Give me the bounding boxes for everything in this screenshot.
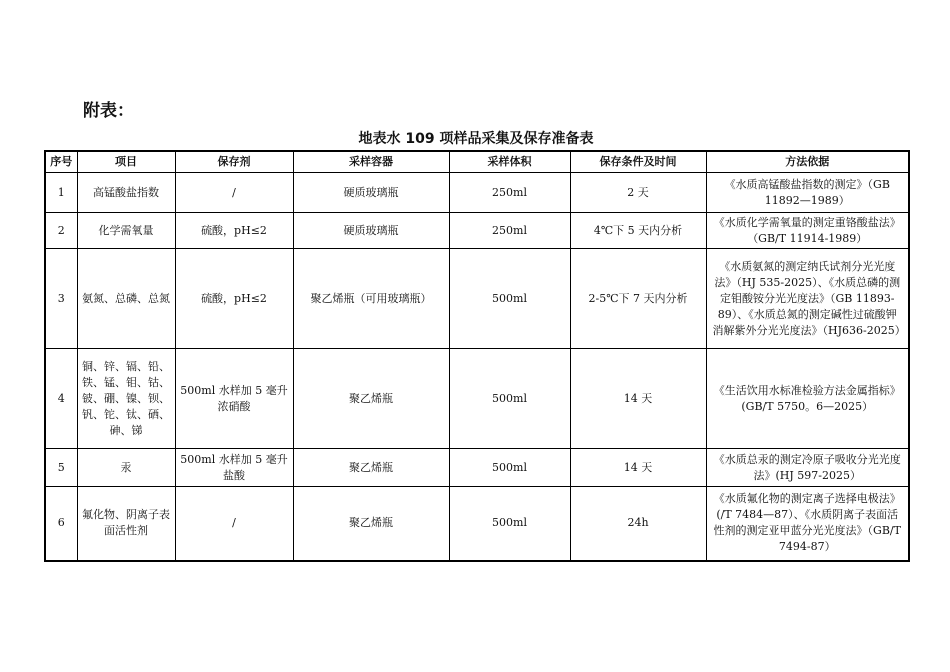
table-row xyxy=(45,349,909,449)
cell-volume: 500ml xyxy=(449,249,570,349)
column-header-condition: 保存条件及时间 xyxy=(570,151,706,173)
cell-condition: 14 天 xyxy=(570,449,706,487)
cell-preservative: 500ml 水样加 5 毫升盐酸 xyxy=(175,449,293,487)
sample-preparation-table xyxy=(44,150,910,562)
cell-method: 《水质化学需氧量的测定重铬酸盐法》（GB/T 11914-1989） xyxy=(706,213,909,249)
column-header-item: 项目 xyxy=(77,151,175,173)
table-header-row xyxy=(45,151,909,173)
cell-method: 《水质总汞的测定冷原子吸收分光光度法》(HJ 597-2025） xyxy=(706,449,909,487)
column-header-container: 采样容器 xyxy=(293,151,449,173)
cell-volume: 500ml xyxy=(449,349,570,449)
table-row xyxy=(45,173,909,213)
cell-method: 《水质氨氮的测定纳氏试剂分光光度法》（HJ 535-2025）、《水质总磷的测定钼酸铵分光光度法》（GB 11893-89）、《水质总氮的测定碱性过硫酸钾消解紫外分光光度法》（HJ636-2025） xyxy=(706,249,909,349)
cell-volume: 500ml xyxy=(449,449,570,487)
cell-no: 4 xyxy=(45,349,77,449)
cell-no: 2 xyxy=(45,213,77,249)
cell-item: 氨氮、总磷、总氮 xyxy=(77,249,175,349)
cell-no: 5 xyxy=(45,449,77,487)
table-row xyxy=(45,487,909,561)
cell-method: 《水质高锰酸盐指数的测定》（GB 11892—1989） xyxy=(706,173,909,213)
cell-container: 硬质玻璃瓶 xyxy=(293,173,449,213)
table-row xyxy=(45,249,909,349)
cell-condition: 2 天 xyxy=(570,173,706,213)
table-row xyxy=(45,213,909,249)
cell-item: 铜、锌、镉、铅、铁、锰、钼、钴、铍、硼、镍、钡、钒、铊、钛、硒、砷、锑 xyxy=(77,349,175,449)
column-header-method: 方法依据 xyxy=(706,151,909,173)
column-header-volume: 采样体积 xyxy=(449,151,570,173)
cell-item: 高锰酸盐指数 xyxy=(77,173,175,213)
column-header-preservative: 保存剂 xyxy=(175,151,293,173)
cell-no: 6 xyxy=(45,487,77,561)
cell-no: 1 xyxy=(45,173,77,213)
column-header-no: 序号 xyxy=(45,151,77,173)
cell-container: 聚乙烯瓶 xyxy=(293,449,449,487)
cell-item: 汞 xyxy=(77,449,175,487)
cell-preservative: 硫酸，pH≤2 xyxy=(175,249,293,349)
cell-container: 聚乙烯瓶 xyxy=(293,487,449,561)
cell-condition: 14 天 xyxy=(570,349,706,449)
cell-method: 《水质氟化物的测定离子选择电极法》(/T 7484—87）、《水质阴离子表面活性剂的测定亚甲蓝分光光度法》（GB/T 7494-87） xyxy=(706,487,909,561)
cell-item: 氟化物、阴离子表面活性剂 xyxy=(77,487,175,561)
cell-condition: 4℃下 5 天内分析 xyxy=(570,213,706,249)
cell-container: 硬质玻璃瓶 xyxy=(293,213,449,249)
attachment-heading: 附表： xyxy=(83,101,134,121)
cell-container: 聚乙烯瓶 xyxy=(293,349,449,449)
table-row xyxy=(45,449,909,487)
cell-method: 《生活饮用水标准检验方法金属指标》(GB/T 5750。6—2025） xyxy=(706,349,909,449)
cell-volume: 500ml xyxy=(449,487,570,561)
cell-no: 3 xyxy=(45,249,77,349)
table-title: 地表水 109 项样品采集及保存准备表 xyxy=(358,131,594,147)
cell-preservative: 硫酸，pH≤2 xyxy=(175,213,293,249)
cell-container: 聚乙烯瓶（可用玻璃瓶） xyxy=(293,249,449,349)
cell-item: 化学需氧量 xyxy=(77,213,175,249)
cell-condition: 2-5℃下 7 天内分析 xyxy=(570,249,706,349)
cell-volume: 250ml xyxy=(449,173,570,213)
cell-preservative: 500ml 水样加 5 毫升浓硝酸 xyxy=(175,349,293,449)
cell-condition: 24h xyxy=(570,487,706,561)
cell-volume: 250ml xyxy=(449,213,570,249)
cell-preservative: / xyxy=(175,487,293,561)
cell-preservative: / xyxy=(175,173,293,213)
